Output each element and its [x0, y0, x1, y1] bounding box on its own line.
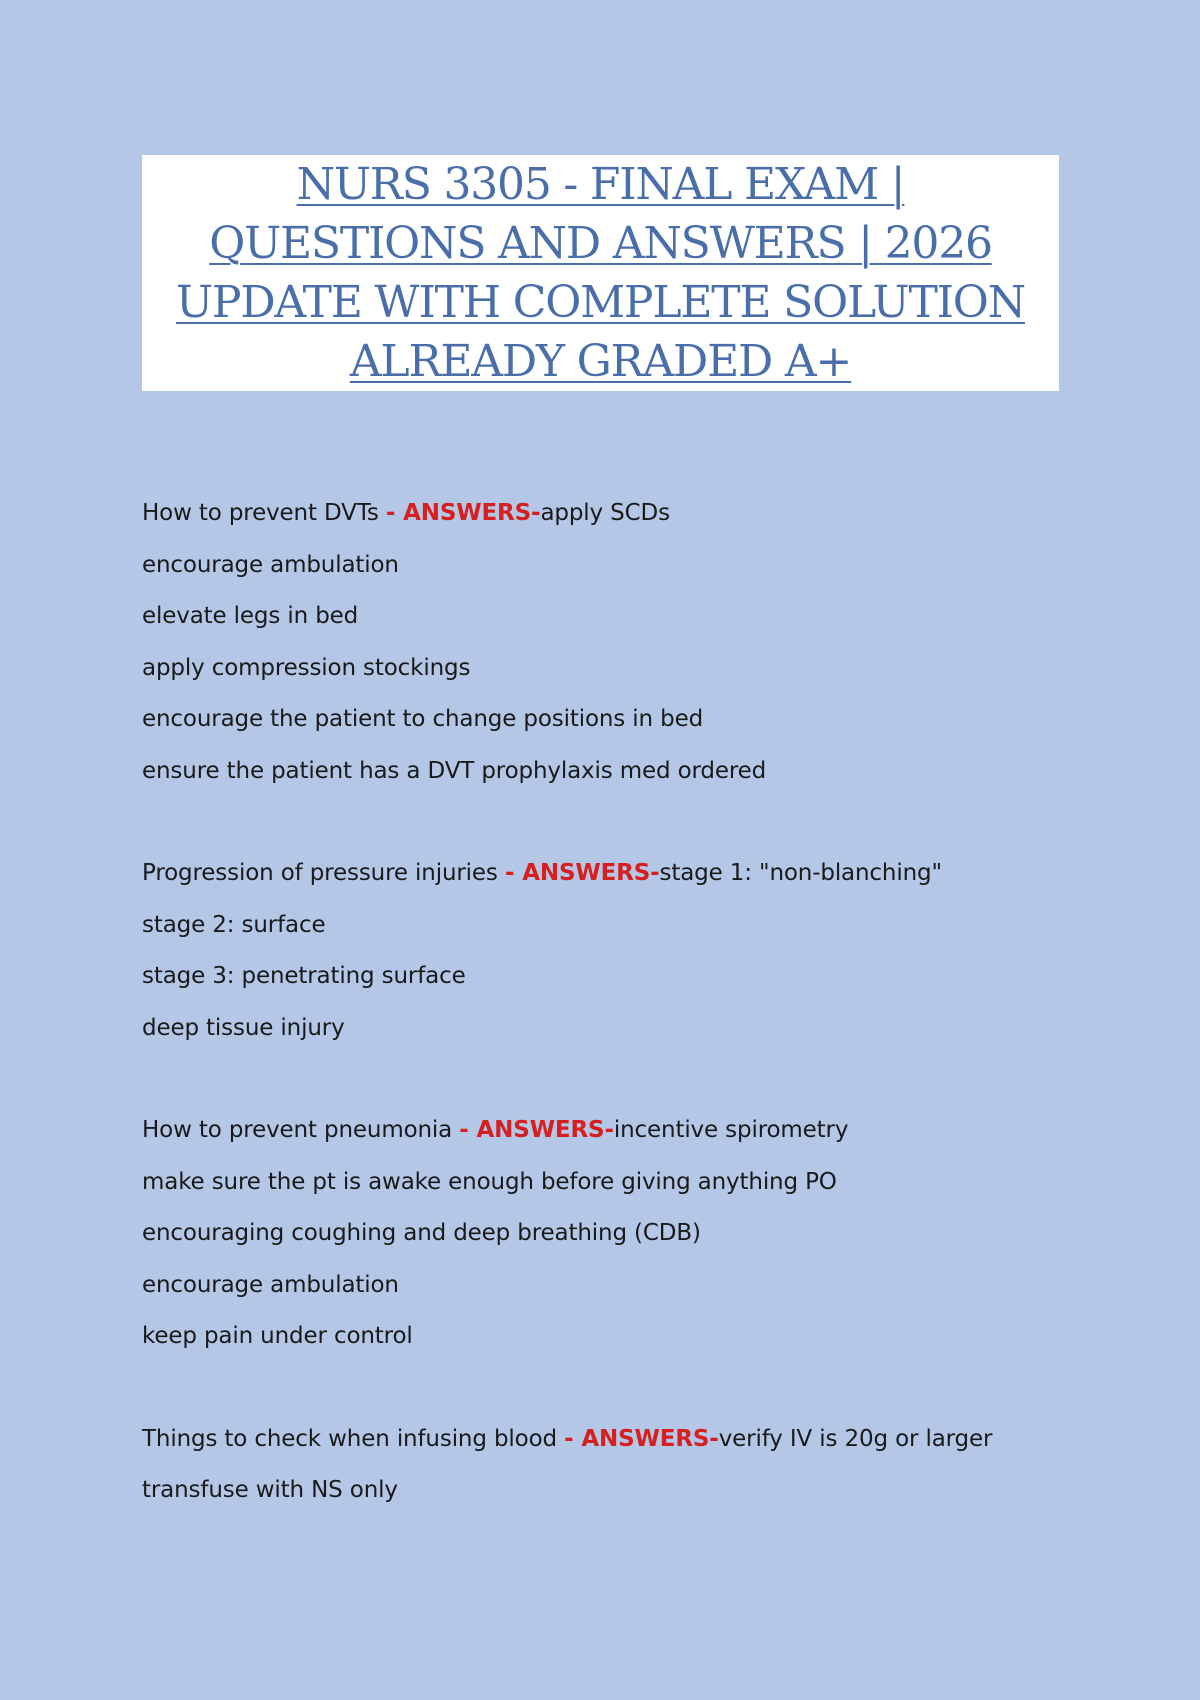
qa-list [142, 488, 1102, 1568]
answer-line: encourage ambulation [142, 551, 399, 578]
answer-line: ensure the patient has a DVT prophylaxis med ordered [142, 757, 767, 784]
answers-marker: - ANSWERS- [459, 1117, 614, 1143]
answer-line: apply compression stockings [142, 654, 471, 681]
answer-line: transfuse with NS only [142, 1477, 398, 1503]
answer-line: stage 3: penetrating surface [142, 963, 466, 989]
question-text: Progression of pressure injuries [142, 860, 498, 886]
question-text: How to prevent DVTs [142, 500, 379, 526]
answer-line: stage 2: surface [142, 911, 326, 938]
question-line [142, 1414, 1102, 1466]
answer-line: encourage the patient to change positions in bed [142, 706, 704, 732]
answer-line: encouraging coughing and deep breathing (CDB) [142, 1220, 701, 1246]
question-line [142, 848, 1102, 900]
answer-text: verify IV is 20g or larger [718, 1425, 993, 1452]
answers-marker: - ANSWERS- [385, 500, 541, 526]
answer-line: make sure the pt is awake enough before giving anything PO [142, 1168, 837, 1195]
question-line [142, 1105, 1102, 1157]
answer-text: apply SCDs [540, 500, 670, 526]
answer-line: elevate legs in bed [142, 603, 359, 629]
answer-text: incentive spirometry [613, 1117, 849, 1143]
qa-block [142, 488, 1102, 797]
qa-block [142, 848, 1102, 1054]
answers-marker: - ANSWERS- [504, 860, 660, 886]
document-title: NURS 3305 - FINAL EXAM | QUESTIONS AND ANSWERS | 2026 UPDATE WITH COMPLETE SOLUTION ALREADY GRADED A+ [176, 159, 1025, 387]
answer-line: encourage ambulation [142, 1271, 399, 1298]
title-box [142, 155, 1059, 391]
answer-text: stage 1: "non-blanching" [659, 860, 942, 886]
question-text: How to prevent pneumonia [142, 1117, 453, 1143]
question-line [142, 488, 1102, 540]
question-text: Things to check when infusing blood [142, 1425, 557, 1452]
answer-line: deep tissue injury [142, 1014, 345, 1041]
qa-block [142, 1105, 1102, 1363]
qa-block [142, 1414, 1102, 1517]
answers-marker: - ANSWERS- [564, 1425, 719, 1452]
answer-line: keep pain under control [142, 1323, 413, 1349]
